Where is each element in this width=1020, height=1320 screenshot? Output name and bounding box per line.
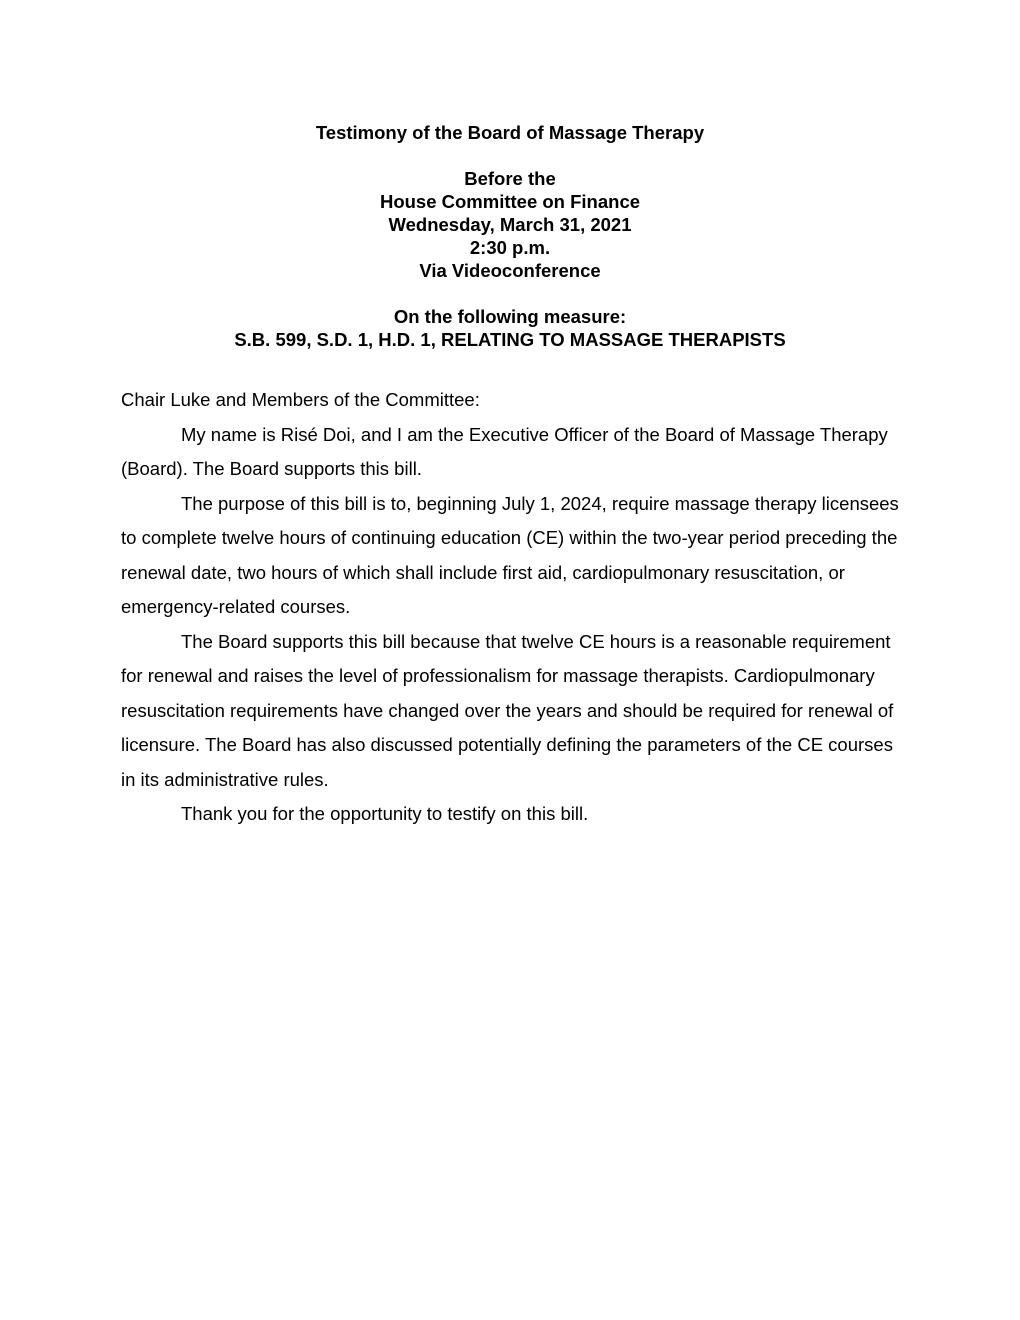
- hearing-info: [0, 167, 1020, 282]
- salutation: Chair Luke and Members of the Committee:: [121, 389, 480, 410]
- measure-info: [0, 305, 1020, 351]
- measure-bill: S.B. 599, S.D. 1, H.D. 1, RELATING TO MASSAGE THERAPISTS: [234, 329, 786, 350]
- measure-intro: On the following measure:: [393, 306, 627, 327]
- hearing-time: 2:30 p.m.: [469, 237, 551, 258]
- hearing-date: Wednesday, March 31, 2021: [388, 214, 632, 235]
- hearing-before: Before the: [464, 168, 556, 189]
- paragraph-introduction: My name is Risé Doi, and I am the Executive Officer of the Board of Massage Therapy (Board). The Board supports this bill.: [121, 423, 888, 479]
- hearing-location: Via Videoconference: [419, 260, 601, 281]
- testimony-body: [121, 383, 911, 832]
- document-title: Testimony of the Board of Massage Therapy: [315, 122, 705, 143]
- title-block: [0, 121, 1020, 144]
- paragraph-closing: Thank you for the opportunity to testify on this bill.: [181, 803, 589, 824]
- hearing-committee: House Committee on Finance: [379, 191, 641, 212]
- paragraph-support-reason: The Board supports this bill because that twelve CE hours is a reasonable requirement for renewal and raises the level of professionalism for massage therapists. Cardiopulmonary resuscitation requirements have changed over the years and should be required for renewal of licensure. The Board has also discussed potentially defining the parameters of the CE courses in its administrative rules.: [121, 630, 894, 790]
- paragraph-purpose: The purpose of this bill is to, beginning July 1, 2024, require massage therapy licensees to complete twelve hours of continuing education (CE) within the two-year period preceding the renewal date, two hours of which shall include first aid, cardiopulmonary resuscitation, or emergency-related courses.: [121, 492, 899, 617]
